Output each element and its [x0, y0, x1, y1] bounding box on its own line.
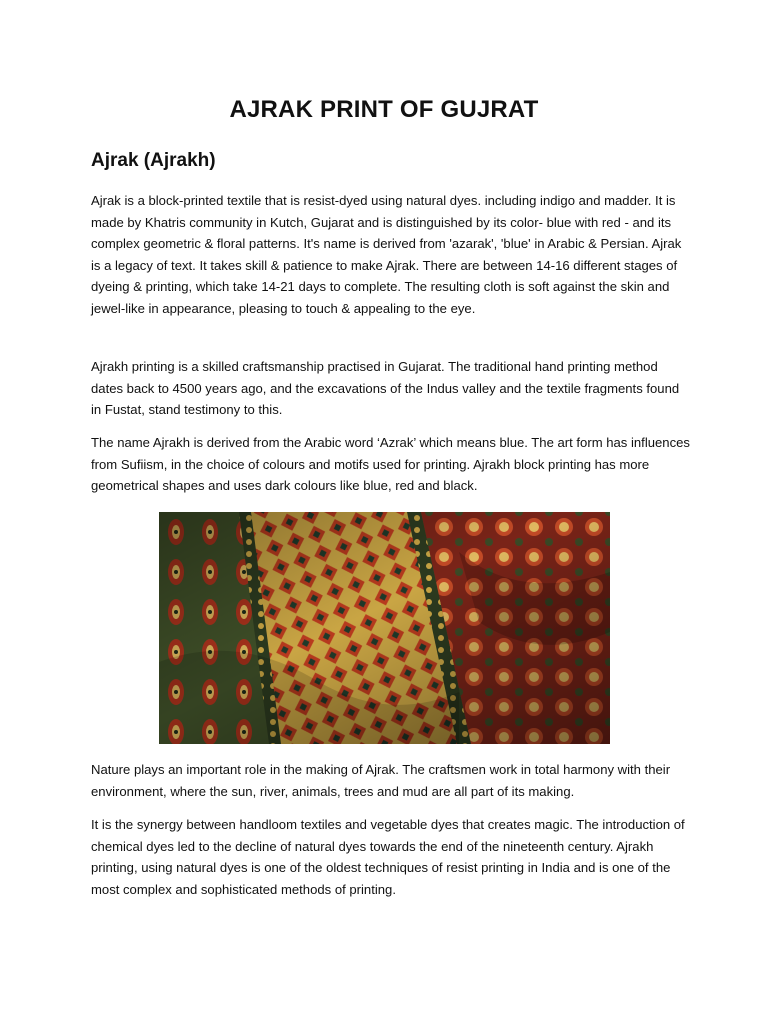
page-title: AJRAK PRINT OF GUJRAT: [229, 96, 539, 123]
paragraph-history: Ajrakh printing is a skilled craftsmanship practised in Gujarat. The traditional hand printing method dates back to 4500 years ago, and the excavations of the Indus valley and the textile fragments found in Fustat, stand testimony to this.: [91, 359, 680, 418]
section-heading: Ajrak (Ajrakh): [91, 150, 216, 171]
paragraph-nature: Nature plays an important role in the making of Ajrak. The craftsmen work in total harmony with their environment, where the sun, river, animals, trees and mud are all part of its making.: [91, 762, 671, 799]
paragraph-name-origin: The name Ajrakh is derived from the Arabic word ‘Azrak’ which means blue. The art form has influences from Sufiism, in the choice of colours and motifs used for printing. Ajrakh block printing has more geometrical shapes and uses dark colours like blue, red and black.: [91, 435, 690, 494]
paragraph-intro: Ajrak is a block-printed textile that is resist-dyed using natural dyes. including indigo and madder. It is made by Khatris community in Kutch, Gujarat and is distinguished by its color- blue with red - and its complex geometric & floral patterns. It's name is derived from 'azarak', 'blue' in Arabic & Persian. Ajrak is a legacy of text. It takes skill & patience to make Ajrak. There are between 14-16 different stages of dyeing & printing, which take 14-21 days to complete. The resulting cloth is soft against the skin and jewel-like in appearance, pleasing to touch & appealing to the eye.: [91, 193, 682, 316]
paragraph-natural-dyes: It is the synergy between handloom textiles and vegetable dyes that creates magic. The introduction of chemical dyes led to the decline of natural dyes towards the end of the nineteenth century. Ajrakh printing, using natural dyes is one of the oldest techniques of resist printing in India and is one of the most complex and sophisticated methods of printing.: [91, 817, 685, 897]
fabric-shading: [159, 512, 610, 744]
ajrak-fabric-image: [159, 512, 610, 744]
